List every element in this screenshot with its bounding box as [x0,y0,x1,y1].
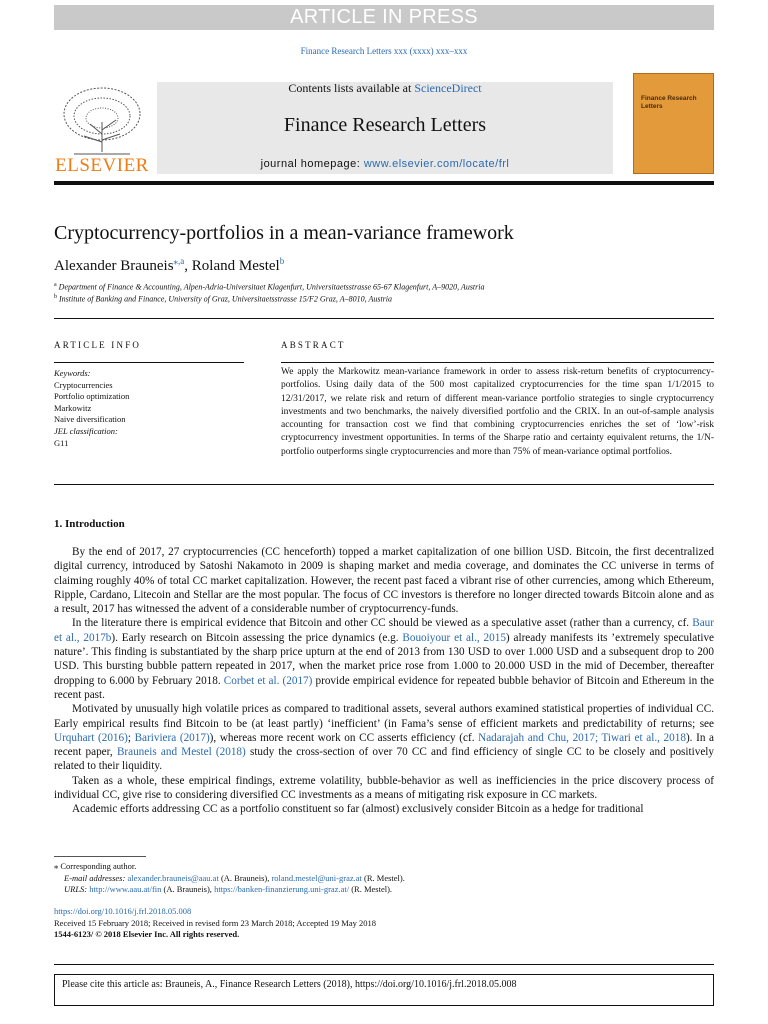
abstract-divider [54,484,714,485]
affiliation-b [54,294,392,304]
corresponding-text: Corresponding author. [58,861,137,871]
author-1: Alexander Brauneis [54,258,174,274]
paragraph: By the end of 2017, 27 cryptocurrencies (CC henceforth) topped a market capitalization of one billion USD. Bitcoin, the first decentralized digital currency, introduced by Satoshi Nakamoto in 2009 is shaping market and media coverage, and dominates the CC universe in terms of claiming roughly 40% of total CC market capitalization. However, the recent past faced a vibrant rise of other currencies, among which Ethereum, Ripple, Cardano, Litecoin and Stellar are the most popular. The focus of CC investors is therefore no longer directed towards Bitcoin alone and as a result, 2017 has witnessed the advent of a considerable number of cryptocurrency-funds. [54,546,714,616]
citation-link[interactable]: Brauneis and Mestel (2018) [116,746,246,759]
paragraph-text: ), whereas more recent work on CC asserts efficiency (cf. [209,731,479,744]
received-dates: Received 15 February 2018; Received in revised form 23 March 2018; Accepted 19 May 2018 [54,917,376,928]
urls-line [54,884,405,896]
contents-line [157,81,613,96]
cite-divider [54,964,714,965]
homepage-link[interactable]: www.elsevier.com/locate/frl [363,158,510,170]
affiliation-a-text: Department of Finance & Accounting, Alpen-Adria-Universitaet Klagenfurt, Universitaetsstrasse 65-67 Klagenfurt, A–9020, Austria [58,282,485,292]
article-title: Cryptocurrency-portfolios in a mean-variance framework [54,222,514,244]
paragraph [54,702,714,773]
doi-link[interactable]: https://doi.org/10.1016/j.frl.2018.05.008 [54,906,192,916]
email-owner: (A. Brauneis), [218,872,272,883]
affiliation-b-text: Institute of Banking and Finance, University of Graz, Universitaetsstrasse 15/F2 Graz, A–8010, Austria [59,294,393,304]
sciencedirect-link[interactable]: ScienceDirect [414,81,482,95]
section-heading: 1. Introduction [54,518,125,530]
author-separator: , [184,258,192,274]
paragraph: Academic efforts addressing CC as a portfolio constituent so far (almost) exclusively consider Bitcoin as a hedge for traditional [72,803,644,816]
paragraph-text: In the literature there is empirical evidence that Bitcoin and other CC should be viewed as a speculative asset (rather than a currency, cf. [72,617,693,630]
article-info-label: ARTICLE INFO [54,340,142,350]
keywords-block [54,368,129,449]
copyright: 1544-6123/ © 2018 Elsevier Inc. All rights reserved. [54,929,240,939]
author-2-marks[interactable]: b [279,256,285,266]
paragraph-text: ) already manifests its ’extremely speculative nature’. This finding is substantiated by the sharp price upturn at the end of 2013 from 130 USD to over 1.000 USD and a subsequent drop to 200 USD. This bursting bubble pattern repeated in 2017, when the market price rose from 1.000 to 20.000 USD in the mid of December, thereafter dropping to 6.000 by February 2018. [54,631,715,687]
footnotes [54,861,405,896]
journal-reference[interactable]: Finance Research Letters xxx (xxxx) xxx–xxx [300,46,468,56]
jel-label: JEL classification: [54,425,118,436]
paragraph-text: ). Early research on Bitcoin assessing the price dynamics (e.g. [111,631,403,644]
paragraph-text: study the cross-section of over 70 CC and find efficiency of single CC to be closely and positively related to their liquidity. [54,746,714,773]
keyword: Portfolio optimization [54,391,130,402]
citation-link[interactable]: Baur et al., 2017b [54,617,714,644]
abstract-rule [281,362,714,363]
affiliation-a-mark: a [54,282,57,288]
author-1-marks[interactable]: ⁎,a [173,256,185,266]
affiliation-a [54,282,485,292]
paragraph-text: provide empirical evidence for repeated bubble behavior of Bitcoin and Ethereum in the recent past. [54,674,714,701]
abstract-text: We apply the Markowitz mean-variance framework in order to assess risk-return benefits of cryptocurrency-portfolios. Using daily data of the 500 most capitalized cryptocurrencies for the time span 1/1/2015 to 12/31/2017, we relate risk and return of different mean-variance portfolio strategies to single cryptocurrency investments and two benchmarks, the naively diversified portfolio and the CRIX. In an out-of-sample analysis accounting for transaction cost we find that combining cryptocurrencies enriches the set of ‘low’-risk cryptocurrency investment opportunities. In terms of the Sharpe ratio and certainty equivalent returns, the 1/N-portfolio outperforms single cryptocurrencies and more than 75% of mean-variance optimal portfolios. [281,367,714,457]
keyword: Markowitz [54,402,92,413]
citation-box: Please cite this article as: Brauneis, A., Finance Research Letters (2018), https://doi.org/10.1016/j.frl.2018.05.008 [54,974,714,1006]
homepage-prefix: journal homepage: [260,158,364,170]
paragraph-text: Motivated by unusually high volatile prices as compared to traditional assets, several authors examined statistical properties of individual CC. Early empirical results find Bitcoin to be (at least partly) ‘inefficient’ (in Fama’s sense of efficient markets and predictability of returns; see [54,703,714,730]
article-info-rule [54,362,244,363]
homepage-line [157,158,613,170]
corresponding-mark: ⁎ [54,861,59,871]
keyword: Naive diversification [54,414,126,425]
url-link[interactable]: https://banken-finanzierung.uni-graz.at/ [214,884,350,894]
citation-link[interactable]: Bariviera (2017) [134,731,210,744]
publisher-wordmark: ELSEVIER [55,155,149,176]
email-label: E-mail addresses: [64,872,126,883]
journal-title: Finance Research Letters [283,114,487,136]
email-line [54,873,405,885]
citation-link[interactable]: Nadarajah and Chu, 2017; Tiwari et al., 2018 [478,731,686,744]
citation-link[interactable]: Bouoiyour et al., 2015 [402,631,506,644]
keyword: Cryptocurrencies [54,379,113,390]
corresponding-author [54,861,405,873]
email-link[interactable]: alexander.brauneis@aau.at [127,872,219,883]
journal-cover-thumbnail [633,73,714,174]
url-link[interactable]: http://www.aau.at/fin [89,884,162,894]
url-owner: (A. Brauneis), [161,884,215,894]
footnote-rule [54,856,146,857]
email-owner: (R. Mestel). [361,872,405,883]
paragraph-text: ; [127,731,135,744]
email-link[interactable]: roland.mestel@uni-graz.at [271,872,362,883]
paragraph-text: ). In a recent paper, [54,731,715,759]
urls-label: URLS: [64,884,88,894]
citation-link[interactable]: Corbet et al. (2017) [223,674,313,687]
author-line [54,256,284,275]
abstract-label: ABSTRACT [281,340,346,350]
jel-code: G11 [54,437,69,448]
citation-link[interactable]: Urquhart (2016) [54,731,128,744]
paragraph [54,616,714,702]
url-owner: (R. Mestel). [349,884,393,894]
contents-prefix: Contents lists available at [288,81,415,95]
article-in-press-banner: ARTICLE IN PRESS [54,5,714,30]
header-divider [54,181,714,185]
publication-info [54,906,376,941]
affiliation-b-mark: b [54,294,57,300]
paragraph: Taken as a whole, these empirical findings, extreme volatility, bubble-behavior as well as inefficiencies in the price discovery process of individual CC, give rise to considering diversified CC investments as a means of mitigating risk exposure in CC markets. [54,774,714,802]
author-2: Roland Mestel [191,258,280,274]
keywords-label: Keywords: [54,368,91,378]
body-text [54,545,714,817]
title-divider [54,318,714,319]
cover-title: Finance Research Letters [641,95,697,110]
